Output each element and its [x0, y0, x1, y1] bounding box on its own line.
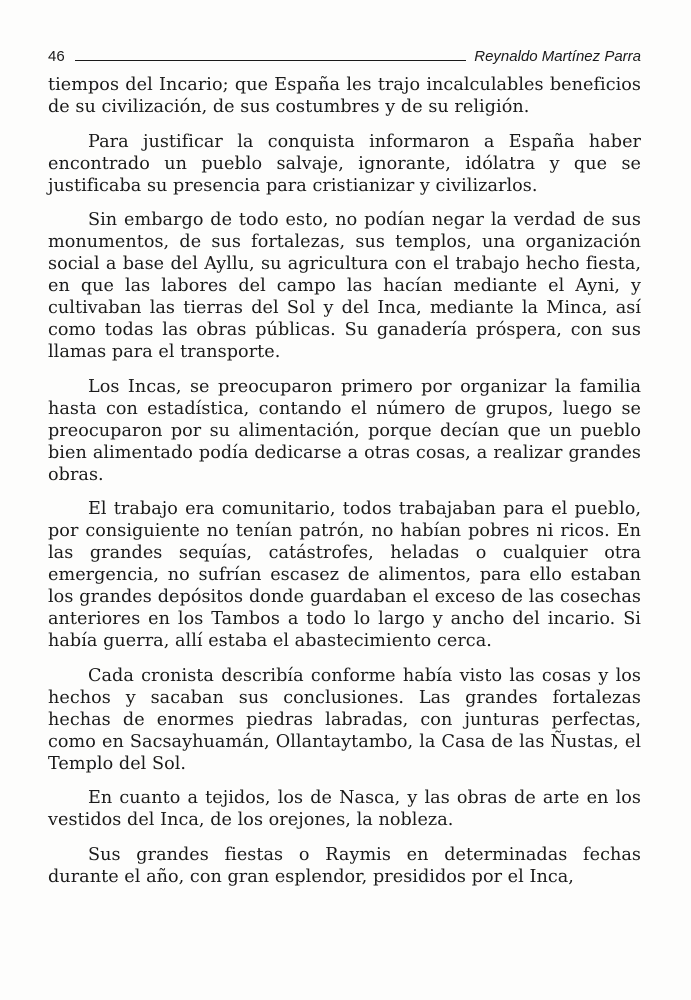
paragraph: El trabajo era comunitario, todos trabajaban para el pueblo, por consiguiente no tenían patrón, no habían pobres ni ricos. En las grandes sequías, catástrofes, heladas o cualquier otra emergencia, no sufrían escasez de alimentos, para ello estaban los grandes depósitos donde guardaban el exceso de las cosechas anteriores en los Tambos a todo lo largo y ancho del incario. Si había guerra, allí estaba el abastecimiento cerca. [48, 499, 641, 651]
paragraph: Sus grandes fiestas o Raymis en determinadas fechas durante el año, con gran esplendor, presididos por el Inca, [48, 844, 641, 887]
paragraph: Sin embargo de todo esto, no podían negar la verdad de sus monumentos, de sus fortalezas, sus templos, una organización social a base del Ayllu, su agricultura con el trabajo hecho fiesta, en que las labores del campo las hacían mediante el Ayni, y cultivaban las tierras del Sol y del Inca, mediante la Minca, así como todas las obras públicas. Su ganadería próspera, con sus llamas para el transporte. [48, 210, 641, 362]
paragraph: Los Incas, se preocuparon primero por organizar la familia hasta con estadística, contando el número de grupos, luego se preocuparon por su alimentación, porque decían que un pueblo bien alimentado podía dedicarse a otras cosas, a realizar grandes obras. [48, 376, 641, 485]
running-header-author: Reynaldo Martínez Parra [474, 48, 641, 65]
page-number: 46 [48, 48, 65, 65]
running-header [48, 42, 641, 64]
body-text [48, 74, 641, 888]
paragraph: En cuanto a tejidos, los de Nasca, y las obras de arte en los vestidos del Inca, de los orejones, la nobleza. [48, 788, 641, 830]
paragraph: Para justificar la conquista informaron a España haber encontrado un pueblo salvaje, ignorante, idólatra y que se justificaba su presencia para cristianizar y civilizarlos. [48, 131, 641, 196]
paragraph: Cada cronista describía conforme había visto las cosas y los hechos y sacaban sus conclusiones. Las grandes fortalezas hechas de enormes piedras labradas, con junturas perfectas, como en Sacsayhuamán, Ollantaytambo, la Casa de las Ñustas, el Templo del Sol. [48, 665, 641, 774]
paragraph-continued: tiempos del Incario; que España les trajo incalculables beneficios de su civilización, de sus costumbres y de su religión. [48, 75, 641, 117]
header-rule [75, 60, 467, 61]
